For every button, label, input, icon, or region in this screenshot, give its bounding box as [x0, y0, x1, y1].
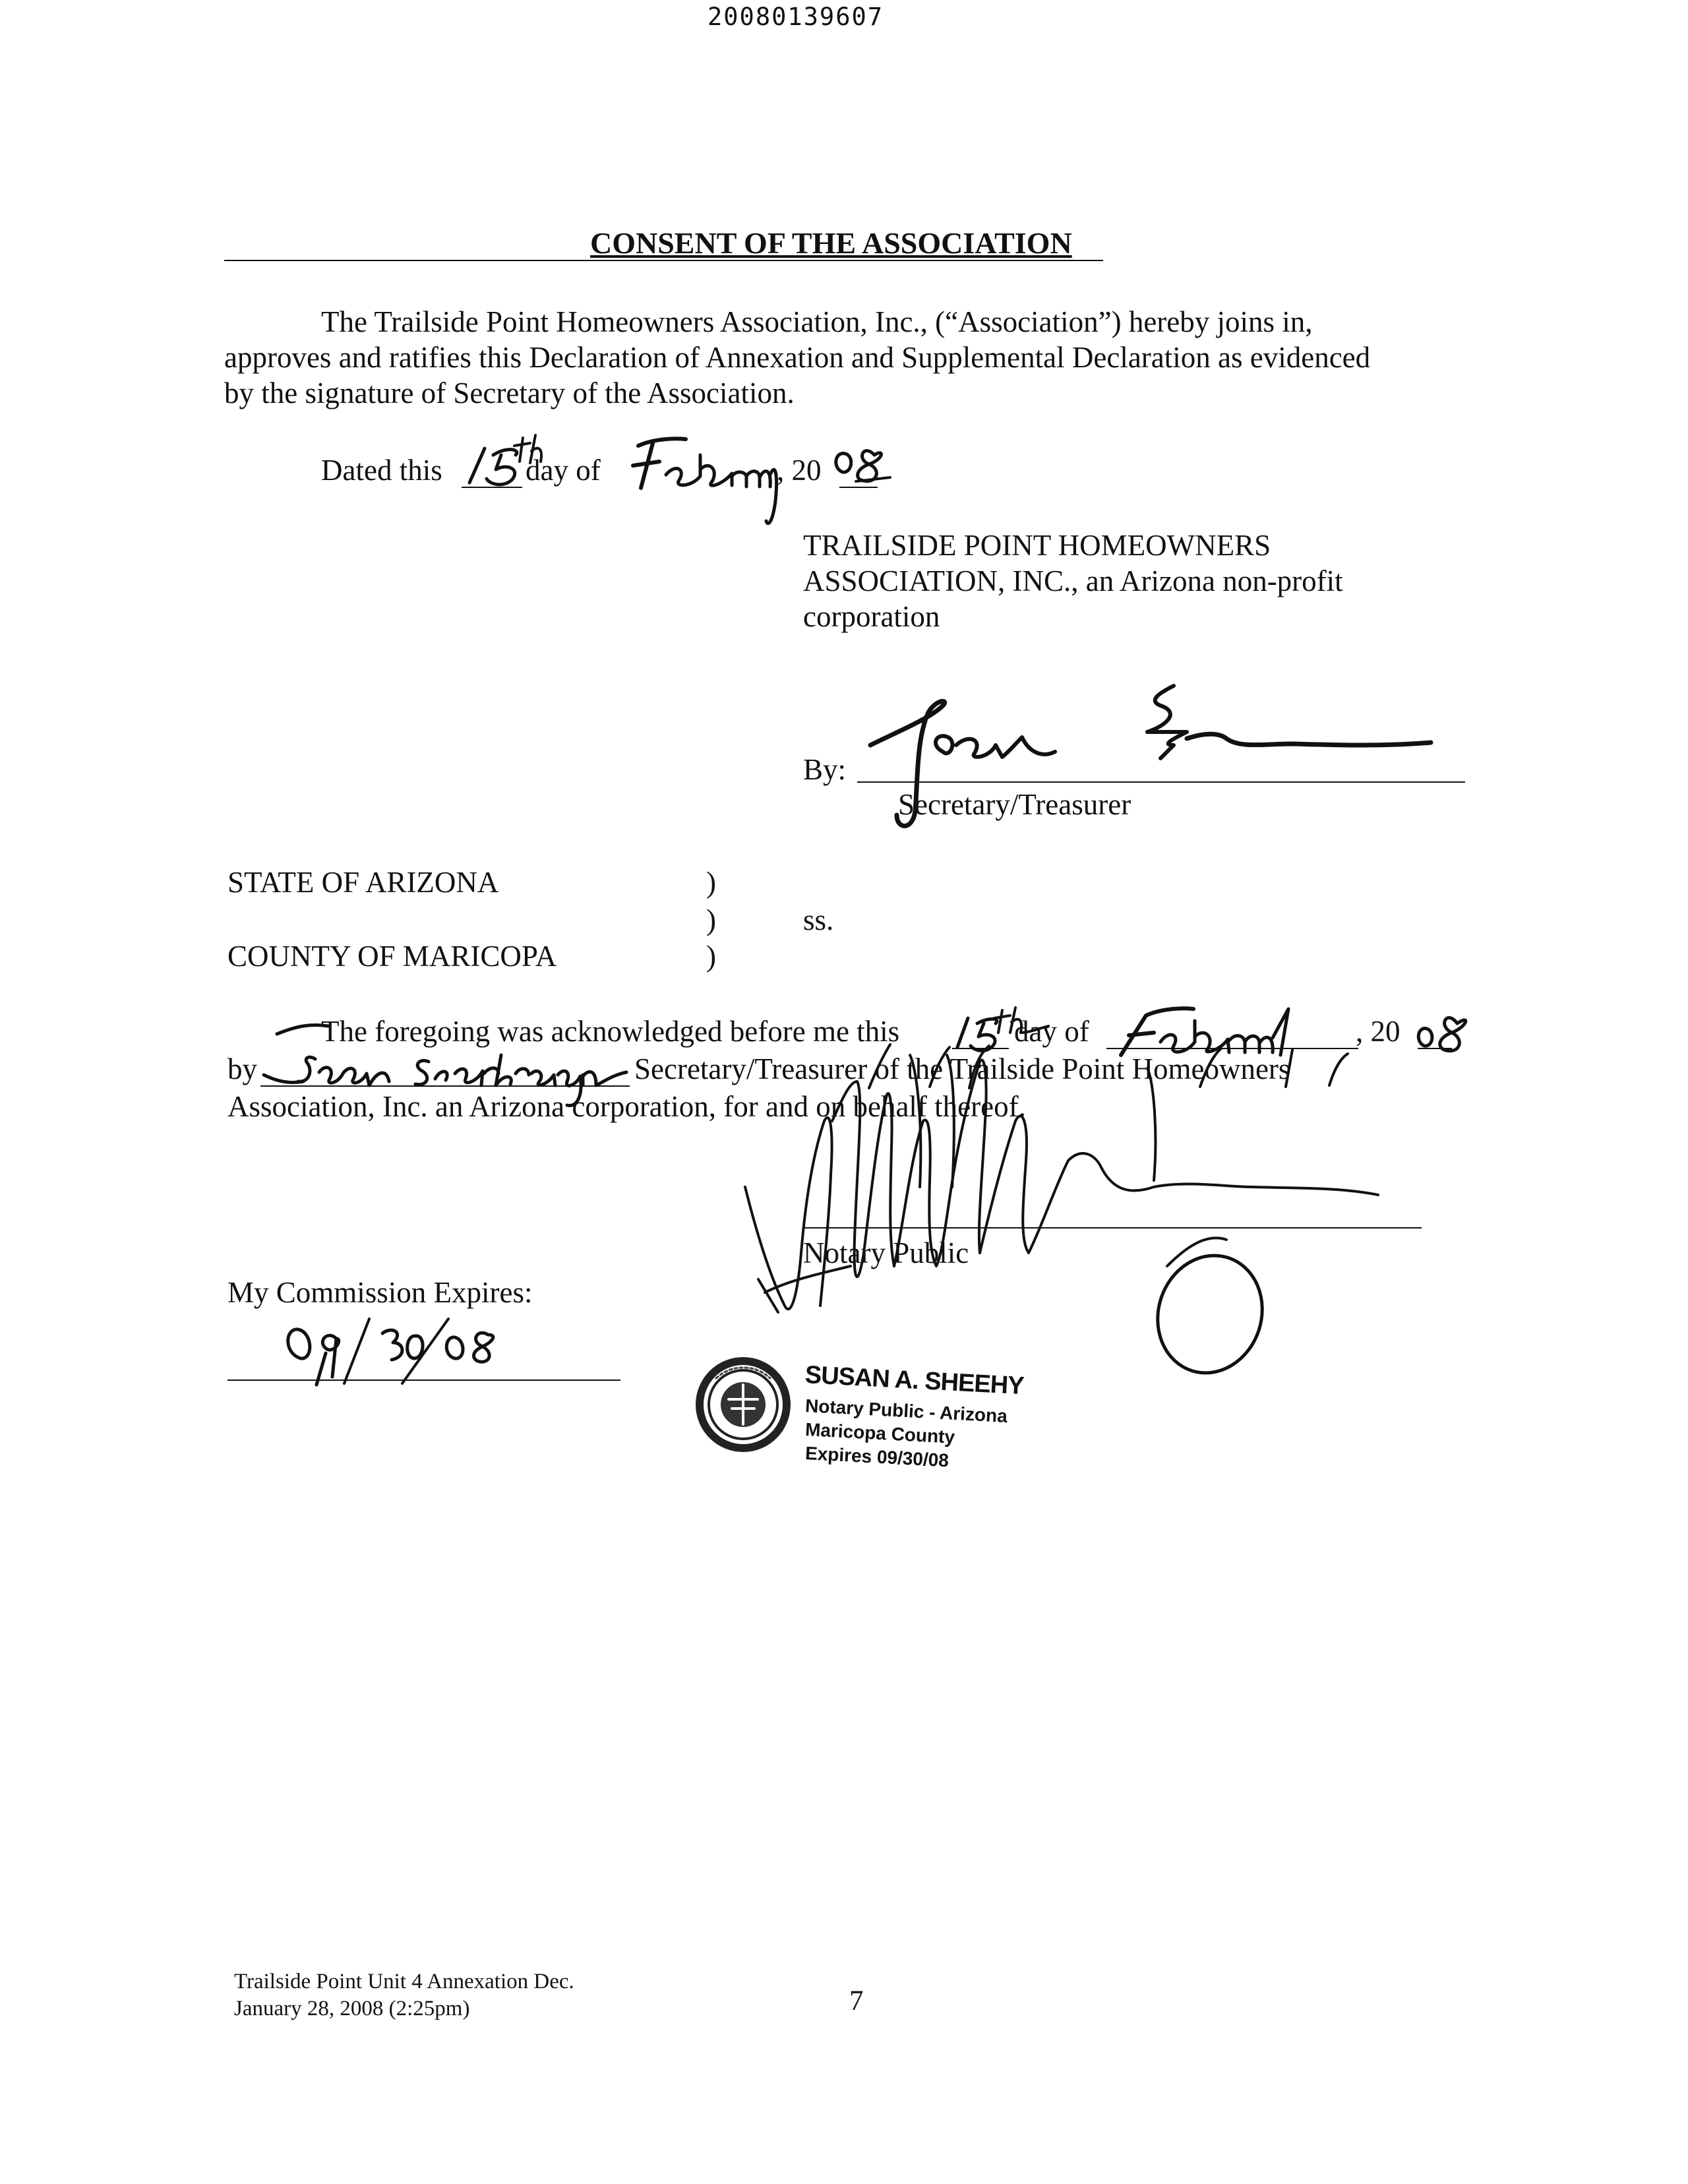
footer-doc-line-1: Trailside Point Unit 4 Annexation Dec.	[234, 1970, 574, 1993]
ack-line-2-rest: Secretary/Treasurer of the Trailside Point Homeowners	[634, 1052, 1290, 1085]
stamp-line-4: Expires 09/30/08	[804, 1443, 950, 1471]
ack-line-3: Association, Inc. an Arizona corporation, for and on behalf thereof.	[227, 1090, 1026, 1123]
venue-paren-2: )	[706, 903, 716, 936]
venue-paren-3: )	[706, 940, 716, 973]
page-title: CONSENT OF THE ASSOCIATION	[590, 226, 1072, 260]
venue-state: STATE OF ARIZONA	[227, 866, 499, 899]
notary-label: Notary Public	[803, 1236, 969, 1269]
ack-day-of: day of	[1014, 1015, 1089, 1048]
page-number: 7	[849, 1986, 864, 2017]
commission-label: My Commission Expires:	[227, 1276, 533, 1309]
entity-line-2: ASSOCIATION, INC., an Arizona non-profit	[803, 564, 1343, 597]
dated-year-prefix: , 20	[777, 454, 822, 487]
signature-title: Secretary/Treasurer	[898, 788, 1131, 821]
footer-doc-line-2: January 28, 2008 (2:25pm)	[234, 1997, 470, 2020]
dated-mid: day of	[526, 454, 601, 487]
stamp-line-2: Notary Public - Arizona	[804, 1395, 1008, 1427]
intro-line-1: The Trailside Point Homeowners Association, Inc., (“Association”) hereby joins in,	[321, 305, 1313, 338]
stamp-line-3: Maricopa County	[804, 1419, 955, 1447]
dated-prefix: Dated this	[321, 454, 442, 487]
intro-line-2: approves and ratifies this Declaration of Annexation and Supplemental Declaration as evidenced	[224, 341, 1371, 374]
by-label: By:	[803, 753, 847, 786]
venue-county: COUNTY OF MARICOPA	[227, 940, 557, 973]
ack-by: by	[227, 1052, 257, 1085]
ack-line-1-text: The foregoing was acknowledged before me this	[321, 1015, 900, 1048]
venue-paren-1: )	[706, 866, 716, 899]
entity-line-3: corporation	[803, 600, 940, 633]
document-number: 20080139607	[708, 3, 884, 31]
ack-year-prefix: , 20	[1356, 1015, 1401, 1048]
stamp-name: SUSAN A. SHEEHY	[804, 1361, 1025, 1401]
venue-ss: ss.	[803, 903, 834, 936]
entity-line-1: TRAILSIDE POINT HOMEOWNERS	[803, 529, 1271, 562]
intro-line-3: by the signature of Secretary of the Association.	[224, 377, 795, 410]
